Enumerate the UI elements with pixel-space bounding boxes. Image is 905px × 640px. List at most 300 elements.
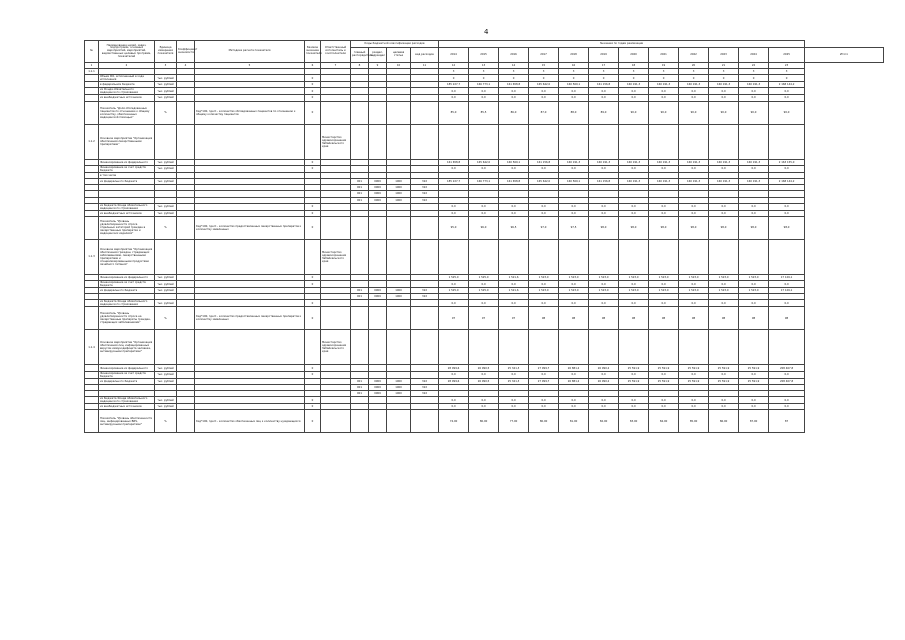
table-cell: 0,0 <box>709 88 739 95</box>
table-row <box>85 307 884 330</box>
table-cell: Финансирование за счет средств бюджета <box>99 371 155 378</box>
table-cell: 0,0 <box>589 397 619 404</box>
table-cell <box>411 239 439 274</box>
table-cell: 85,00 <box>679 410 709 433</box>
table-cell: 2 168 144,2 <box>769 178 805 184</box>
table-cell: 322 <box>411 185 439 191</box>
table-cell: 0,0 <box>439 371 469 378</box>
table-cell: 0 <box>499 75 529 82</box>
column-number: 10 <box>387 63 411 69</box>
table-cell: из внебюджетных источников <box>99 95 155 101</box>
table-cell: Основное мероприятие "Организация обеспечения лекарственными препаратами" <box>99 124 155 159</box>
table-cell: 0,0 <box>769 95 805 101</box>
table-cell: 208 467,8 <box>769 365 805 371</box>
table-cell: Финансирование за счет средств бюджета <box>99 165 155 172</box>
table-cell: 28 099,6 <box>439 378 469 384</box>
table-cell: Показатель "Доля обследованных пациентов по отношению к общему количеству, обеспеченных медицинской помощью" <box>99 101 155 124</box>
table-cell: 89,0 <box>589 101 619 124</box>
table-cell: 165 642,0 <box>529 82 559 88</box>
table-cell: 90,0 <box>679 101 709 124</box>
table-cell: 1 523,0 <box>589 288 619 294</box>
table-cell: 1.1.4 <box>85 330 99 365</box>
column-number: 5 <box>195 63 305 69</box>
table-cell <box>529 330 559 365</box>
table-cell: 3 <box>439 69 469 75</box>
table-cell: 0,0 <box>499 281 529 288</box>
table-cell: 27 999,7 <box>529 365 559 371</box>
header-year: 2021 <box>649 48 679 63</box>
table-cell: 2 163 155,0 <box>769 159 805 165</box>
table-cell: 1 523,0 <box>709 288 739 294</box>
table-cell: 0 <box>305 274 321 280</box>
table-cell <box>679 239 709 274</box>
column-number: 3 <box>155 63 177 69</box>
table-cell <box>619 330 649 365</box>
table-cell: 0,0 <box>589 95 619 101</box>
table-cell: 0,0 <box>679 95 709 101</box>
table-cell: 160 191,3 <box>679 159 709 165</box>
table-cell: из внебюджетных источников <box>99 404 155 410</box>
table-cell <box>411 88 439 95</box>
table-cell: 0,0 <box>739 88 769 95</box>
table-cell <box>195 371 305 378</box>
table-cell <box>369 165 387 172</box>
table-cell: 1 525,0 <box>469 274 499 280</box>
table-cell: 0 <box>305 365 321 371</box>
table-cell: 001 <box>351 391 369 397</box>
table-cell: 0 <box>769 75 805 82</box>
table-cell: из федерального бюджета <box>99 378 155 384</box>
table-cell: 0,0 <box>619 281 649 288</box>
table-cell: 0909 <box>369 391 387 397</box>
table-cell: 322 <box>411 288 439 294</box>
table-cell: 98 <box>529 307 559 330</box>
table-cell: 0 <box>619 75 649 82</box>
table-cell: 0,0 <box>469 281 499 288</box>
table-cell <box>387 124 411 159</box>
table-cell: 1000 <box>387 384 411 390</box>
table-cell: Финансирование из федерального <box>99 159 155 165</box>
table-cell: 0,0 <box>649 203 679 210</box>
column-number: 13 <box>469 63 499 69</box>
table-cell: 160 191,3 <box>649 159 679 165</box>
table-cell <box>369 239 387 274</box>
table-cell <box>411 124 439 159</box>
table-cell: тыс. рублей <box>155 371 177 378</box>
table-cell: 0,0 <box>709 397 739 404</box>
table-cell: 160 191,3 <box>649 178 679 184</box>
table-cell: 1 523,0 <box>649 274 679 280</box>
table-cell: 26 990,5 <box>469 378 499 384</box>
table-cell: 87 <box>769 410 805 433</box>
table-cell: 0,0 <box>469 95 499 101</box>
table-cell: 0,0 <box>499 203 529 210</box>
table-cell: 0,0 <box>679 397 709 404</box>
table-cell <box>739 239 769 274</box>
table-cell <box>529 239 559 274</box>
table-cell: 0,0 <box>529 371 559 378</box>
table-cell <box>387 216 411 239</box>
table-cell: 0,0 <box>559 203 589 210</box>
table-cell: из бюджета Фонда обязательного медицинского страхования <box>99 397 155 404</box>
table-cell: 82,00 <box>589 410 619 433</box>
table-cell <box>411 300 439 307</box>
table-cell: 0,0 <box>679 210 709 216</box>
table-cell <box>369 101 387 124</box>
page-number: 4 <box>484 28 489 36</box>
table-cell: 001 <box>351 384 369 390</box>
header-section: раздел, подраздел <box>369 48 387 63</box>
column-number: 12 <box>439 63 469 69</box>
table-cell <box>387 307 411 330</box>
table-cell: 0,0 <box>649 165 679 172</box>
table-cell: 0,0 <box>769 404 805 410</box>
table-cell: в том числе <box>99 172 155 178</box>
table-cell <box>351 203 369 210</box>
table-cell: 160 191,3 <box>619 178 649 184</box>
table-cell <box>369 371 387 378</box>
table-cell: 0 <box>305 75 321 82</box>
table-cell: тыс. рублей <box>155 378 177 384</box>
table-row <box>85 124 884 159</box>
table-cell <box>195 203 305 210</box>
table-cell <box>679 124 709 159</box>
table-cell <box>439 124 469 159</box>
table-cell: 0,0 <box>739 300 769 307</box>
table-cell: 165 642,0 <box>469 159 499 165</box>
table-cell <box>321 410 351 433</box>
table-cell: из Фонда обязательного медицинского страхования <box>99 88 155 95</box>
table-cell <box>321 397 351 404</box>
header-year: 2016 <box>499 48 529 63</box>
header-coef: Коэффициент значимости <box>177 41 195 63</box>
table-cell: 0 <box>305 88 321 95</box>
table-cell: 0 <box>589 75 619 82</box>
table-cell <box>439 239 469 274</box>
table-cell: 0 <box>649 75 679 82</box>
table-cell <box>369 330 387 365</box>
table-cell: 1 523,0 <box>649 288 679 294</box>
table-cell: 98 <box>709 307 739 330</box>
table-cell: 25 591,9 <box>619 365 649 371</box>
header-no: № <box>85 41 99 63</box>
table-cell: 98,0 <box>649 216 679 239</box>
table-cell: 0 <box>305 95 321 101</box>
table-cell: 0 <box>469 75 499 82</box>
table-cell: 0,0 <box>559 404 589 410</box>
table-cell <box>369 203 387 210</box>
table-cell: 0,0 <box>679 281 709 288</box>
table-cell: 0,0 <box>649 397 679 404</box>
table-cell: 0,0 <box>619 203 649 210</box>
table-cell: 0,0 <box>499 371 529 378</box>
table-cell: 26 881,2 <box>559 365 589 371</box>
table-row <box>85 88 884 95</box>
table-cell: 0,0 <box>589 281 619 288</box>
table-cell: 160 191,3 <box>559 159 589 165</box>
table-cell <box>499 124 529 159</box>
table-cell: 87,0 <box>529 101 559 124</box>
table-cell: Кзд*100, где К - количество предоставленных лекарственных препаратов к количеству заявленных <box>195 307 305 330</box>
table-cell <box>387 397 411 404</box>
table-cell: Основное мероприятие "Организация обеспечения граждан, страдающих заболеваниями, лекарственными препаратами и специализированными продуктами лечебного питания" <box>99 239 155 274</box>
table-cell <box>411 101 439 124</box>
table-cell: 97,5 <box>559 216 589 239</box>
table-cell: 161 658,8 <box>499 82 529 88</box>
table-cell <box>177 239 195 274</box>
table-cell: 001 <box>351 197 369 203</box>
table-cell: 0 <box>305 159 321 165</box>
table-cell: 0,0 <box>709 203 739 210</box>
table-cell: 95,0 <box>439 216 469 239</box>
table-cell: 1000 <box>387 191 411 197</box>
table-cell: Финансирование за счет средств бюджета <box>99 281 155 288</box>
table-cell <box>305 239 321 274</box>
table-cell <box>369 124 387 159</box>
header-method: Методика расчета показателя <box>195 41 305 63</box>
table-cell: 161 156,8 <box>529 159 559 165</box>
table-cell: 0,0 <box>589 404 619 410</box>
table-cell <box>619 239 649 274</box>
table-cell: 0,0 <box>649 281 679 288</box>
column-number: 1 <box>85 63 99 69</box>
column-number: 16 <box>559 63 589 69</box>
table-cell <box>369 88 387 95</box>
table-cell <box>369 300 387 307</box>
table-cell <box>387 410 411 433</box>
table-cell <box>85 307 99 330</box>
table-cell: 0,0 <box>439 95 469 101</box>
table-cell: 001 <box>351 288 369 294</box>
table-cell <box>559 330 589 365</box>
table-cell: 0 <box>739 75 769 82</box>
table-cell: 0 <box>305 165 321 172</box>
table-cell <box>709 239 739 274</box>
table-row <box>85 330 884 365</box>
table-cell: 90,0 <box>769 101 805 124</box>
table-row <box>85 165 884 172</box>
header-year: 2014 <box>439 48 469 63</box>
table-cell <box>177 410 195 433</box>
table-cell: тыс. рублей <box>155 82 177 88</box>
table-cell <box>387 101 411 124</box>
table-cell: Объем ФО, исполненный в ходе исполнения <box>99 75 155 82</box>
table-cell <box>321 75 351 82</box>
table-cell <box>195 124 305 159</box>
table-cell: 80,00 <box>469 410 499 433</box>
table-cell <box>351 330 369 365</box>
table-cell: 85,5 <box>469 101 499 124</box>
table-cell: 98 <box>739 307 769 330</box>
table-cell: 3 <box>739 69 769 75</box>
table-cell <box>177 75 195 82</box>
table-cell <box>387 75 411 82</box>
table-cell: 3 <box>559 69 589 75</box>
table-cell: 0,0 <box>559 397 589 404</box>
table-cell: 1000 <box>387 288 411 294</box>
table-cell: тыс. рублей <box>155 95 177 101</box>
table-cell <box>351 75 369 82</box>
table-cell <box>155 124 177 159</box>
table-cell <box>411 410 439 433</box>
table-cell: 0,0 <box>439 88 469 95</box>
table-cell: 0,0 <box>559 88 589 95</box>
table-cell: 25 591,9 <box>709 378 739 384</box>
table-cell <box>387 330 411 365</box>
table-cell: 0,0 <box>439 281 469 288</box>
table-cell <box>411 75 439 82</box>
table-cell: 1 523,0 <box>619 288 649 294</box>
table-cell: 3 <box>649 69 679 75</box>
table-cell: 0 <box>679 75 709 82</box>
header-budget: Коды бюджетной классификации расходов <box>351 41 439 48</box>
table-cell: 0,0 <box>619 88 649 95</box>
table-cell: 0,0 <box>589 165 619 172</box>
table-cell: 0,0 <box>559 371 589 378</box>
table-cell: 0,0 <box>439 165 469 172</box>
table-cell <box>769 239 805 274</box>
table-cell <box>321 101 351 124</box>
table-cell: 3 <box>769 69 805 75</box>
table-cell: 0,0 <box>499 397 529 404</box>
table-cell: 74,00 <box>439 410 469 433</box>
header-year: 2020 <box>619 48 649 63</box>
column-number: 4 <box>177 63 195 69</box>
table-cell <box>195 397 305 404</box>
table-cell: 161 658,8 <box>499 178 529 184</box>
table-row <box>85 101 884 124</box>
table-cell: 25 591,9 <box>679 378 709 384</box>
table-cell: 17 126,1 <box>769 274 805 280</box>
table-cell: 0,0 <box>469 88 499 95</box>
table-cell: 0909 <box>369 294 387 300</box>
table-cell: 001 <box>351 294 369 300</box>
table-cell: 0,0 <box>529 95 559 101</box>
header-base: Базовое значение показателя <box>305 41 321 63</box>
table-cell <box>195 165 305 172</box>
table-cell: 0,0 <box>679 203 709 210</box>
table-cell: 84,00 <box>649 410 679 433</box>
table-cell: 1000 <box>387 185 411 191</box>
table-cell: 0,0 <box>739 95 769 101</box>
table-cell: 0,0 <box>769 210 805 216</box>
table-cell: 25 591,9 <box>679 365 709 371</box>
table-cell: 0,0 <box>769 300 805 307</box>
table-row <box>85 410 884 433</box>
table-cell <box>351 124 369 159</box>
table-cell: 0,0 <box>589 203 619 210</box>
table-cell: 0,0 <box>559 300 589 307</box>
table-row <box>85 371 884 378</box>
table-cell: 0,0 <box>589 371 619 378</box>
table-cell <box>499 239 529 274</box>
table-cell <box>589 239 619 274</box>
table-cell: 96,0 <box>469 216 499 239</box>
table-cell: 0,0 <box>649 371 679 378</box>
table-cell: Кзд*100, где К - количество обеспеченных лиц к количеству нуждающихся <box>195 410 305 433</box>
table-cell: 0909 <box>369 191 387 197</box>
table-cell: 96,5 <box>499 216 529 239</box>
table-cell: 0,0 <box>709 165 739 172</box>
table-cell <box>649 330 679 365</box>
table-cell <box>85 165 99 172</box>
table-cell: 322 <box>411 191 439 197</box>
table-cell: 0 <box>305 216 321 239</box>
table-cell <box>387 165 411 172</box>
table-cell: 90,0 <box>619 101 649 124</box>
table-cell: 0,0 <box>709 281 739 288</box>
header-years-group: Значения по годам реализации <box>439 41 805 48</box>
table-cell <box>351 307 369 330</box>
table-cell: 98 <box>769 307 805 330</box>
table-cell: 0 <box>305 307 321 330</box>
table-cell: 81,00 <box>559 410 589 433</box>
table-cell: 3 <box>499 69 529 75</box>
table-cell <box>85 410 99 433</box>
table-cell <box>387 371 411 378</box>
table-cell: 322 <box>411 294 439 300</box>
table-cell: тыс. рублей <box>155 404 177 410</box>
table-cell: 0,0 <box>529 397 559 404</box>
table-cell <box>369 281 387 288</box>
table-cell: Показатель "Уровень удовлетворенности спроса отдельных категорий граждан в лекарственных препаратах и медицинских изделиях" <box>99 216 155 239</box>
table-cell <box>85 88 99 95</box>
table-cell: 0,0 <box>709 210 739 216</box>
table-cell <box>649 239 679 274</box>
table-cell: 001 <box>351 378 369 384</box>
table-cell: 0,0 <box>679 371 709 378</box>
table-cell: тыс. рублей <box>155 88 177 95</box>
table-cell: 0,0 <box>619 165 649 172</box>
header-year: 2024 <box>739 48 769 63</box>
column-number: 9 <box>369 63 387 69</box>
table-cell <box>411 330 439 365</box>
table-cell: 1 523,0 <box>709 274 739 280</box>
table-cell: 0 <box>305 410 321 433</box>
table-cell: 98,0 <box>679 216 709 239</box>
table-cell: 185 227,7 <box>439 178 469 184</box>
table-cell: 98,0 <box>709 216 739 239</box>
table-cell: 1000 <box>387 197 411 203</box>
table-cell: 0,0 <box>439 203 469 210</box>
table-cell: 98,0 <box>589 216 619 239</box>
table-cell: Кзд*100, где К - количество обследованных пациентов по отношению к общему количеству пациентов <box>195 101 305 124</box>
table-cell <box>177 330 195 365</box>
table-row <box>85 397 884 404</box>
table-cell <box>177 281 195 288</box>
table-cell <box>195 330 305 365</box>
table-cell: 322 <box>411 178 439 184</box>
table-cell: 1 523,0 <box>679 288 709 294</box>
table-cell: 0,0 <box>589 300 619 307</box>
table-row <box>85 281 884 288</box>
table-cell: 1000 <box>387 391 411 397</box>
table-cell: 0909 <box>369 178 387 184</box>
table-cell: Министерство здравоохранения Забайкальского края <box>321 239 351 274</box>
table-cell: 26 990,2 <box>589 365 619 371</box>
table-cell: тыс. рублей <box>155 274 177 280</box>
table-cell: 1 525,0 <box>439 274 469 280</box>
table-cell: 1 523,0 <box>679 274 709 280</box>
table-cell: 0,0 <box>469 404 499 410</box>
table-cell: 0 <box>305 371 321 378</box>
table-cell <box>499 330 529 365</box>
table-cell: 1 523,0 <box>559 274 589 280</box>
table-cell: 0,0 <box>739 165 769 172</box>
column-number: 14 <box>499 63 529 69</box>
table-cell: 0,0 <box>499 404 529 410</box>
table-cell <box>85 371 99 378</box>
